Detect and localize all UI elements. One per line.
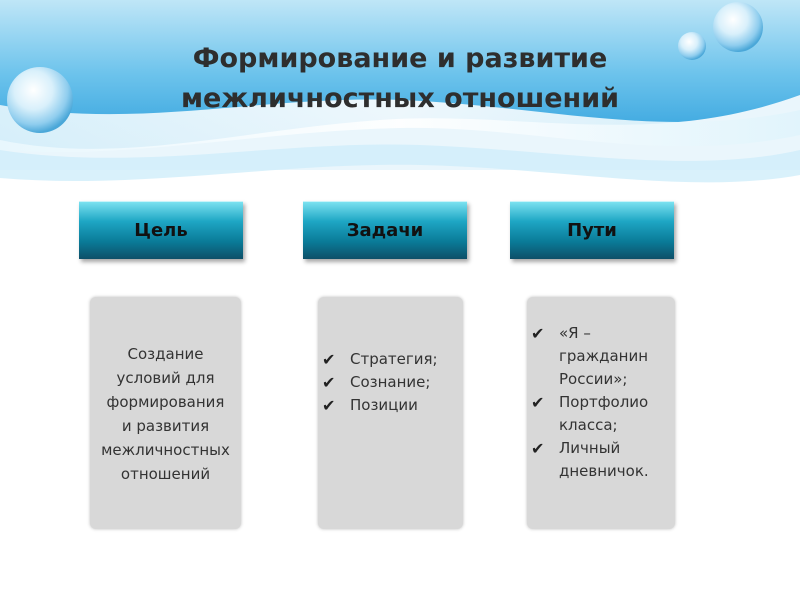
header-ways-label: Пути — [567, 219, 617, 241]
list-item-text: Позиции — [350, 396, 418, 414]
list-item — [318, 371, 438, 394]
ways-box — [527, 297, 675, 529]
header-tasks-label: Задачи — [346, 219, 424, 241]
slide-title-line2: межличностных отношений — [180, 83, 620, 114]
check-icon: ✔ — [531, 439, 545, 458]
ways-list — [527, 322, 649, 483]
slide-title-line1: Формирование и развитие — [192, 43, 608, 74]
list-item-text: Портфолио класса; — [559, 393, 649, 434]
header-tasks — [303, 201, 467, 259]
check-icon: ✔ — [322, 350, 336, 369]
goal-box — [90, 297, 241, 529]
list-item — [318, 394, 438, 417]
header-goal-label: Цель — [134, 219, 188, 241]
list-item-text: «Я – гражданин России»; — [559, 324, 649, 388]
check-icon: ✔ — [531, 324, 545, 343]
list-item-text: Стратегия; — [350, 350, 438, 368]
list-item — [527, 391, 649, 437]
check-icon: ✔ — [322, 396, 336, 415]
check-icon: ✔ — [531, 393, 545, 412]
tasks-box — [318, 297, 463, 529]
list-item — [527, 322, 649, 391]
list-item-text: Личный дневничок. — [559, 439, 649, 480]
list-item-text: Сознание; — [350, 373, 431, 391]
check-icon: ✔ — [322, 373, 336, 392]
tasks-list — [318, 348, 438, 417]
list-item — [527, 437, 649, 483]
goal-text: Создание условий для формирования и развития межличностных отношений — [101, 345, 230, 483]
header-goal — [79, 201, 243, 259]
list-item — [318, 348, 438, 371]
header-ways — [510, 201, 674, 259]
